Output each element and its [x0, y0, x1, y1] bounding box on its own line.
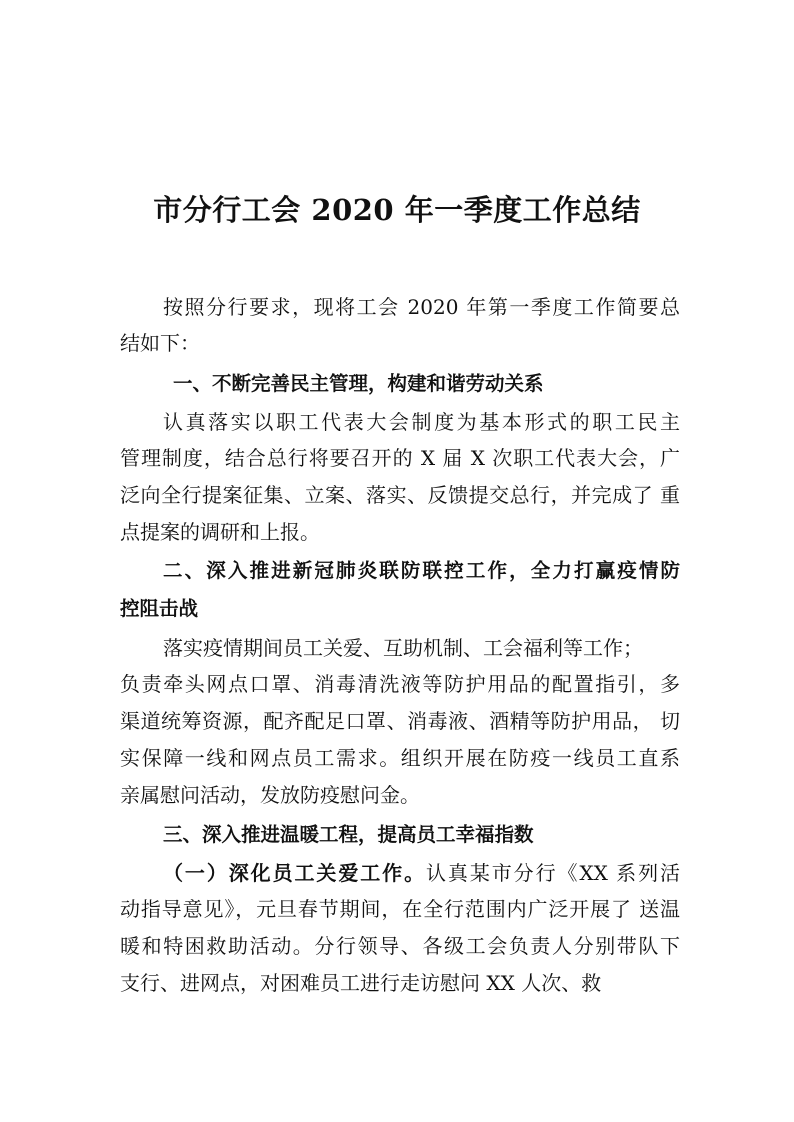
section-2-line-3: 渠道统筹资源，配齐配足口罩、消毒液、酒精等防护用品， 切	[120, 709, 680, 733]
section-3-heading: 三、深入推进温暖工程，提高员工幸福指数	[163, 823, 534, 846]
document-title: 市分行工会 2020 年一季度工作总结	[153, 193, 641, 227]
section-2-line-1: 落实疫情期间员工关爱、互助机制、工会福利等工作；	[163, 636, 643, 660]
intro-line-1: 按照分行要求，现将工会 2020 年第一季度工作简要总	[163, 295, 680, 319]
section-2-line-4: 实保障一线和网点员工需求。组织开展在防疫一线员工直系	[120, 746, 680, 770]
section-1-line-1: 认真落实以职工代表大会制度为基本形式的职工民主	[163, 410, 680, 434]
section-1-heading: 一、不断完善民主管理，构建和谐劳动关系	[173, 372, 544, 395]
section-3-line-4: 支行、进网点，对困难员工进行走访慰问 XX 人次、救	[120, 971, 602, 995]
section-2-line-5: 亲属慰问活动，发放防疫慰问金。	[120, 783, 420, 807]
section-3-line-1	[163, 855, 680, 891]
section-3-subheading: （一）深化员工关爱工作。	[163, 861, 426, 885]
section-1-line-4: 点提案的调研和上报。	[120, 520, 320, 544]
section-3-line-3: 暖和特困救助活动。分行领导、各级工会负责人分别带队下	[120, 934, 680, 958]
section-3-line-1-text: 认真某市分行《XX 系列活	[426, 861, 680, 885]
intro-line-2: 结如下：	[120, 331, 200, 355]
section-2-line-2: 负责牵头网点口罩、消毒清洗液等防护用品的配置指引，多	[120, 672, 680, 696]
section-2-heading-line-2: 控阻击战	[120, 597, 199, 620]
section-3-line-2: 动指导意见》，元旦春节期间，在全行范围内广泛开展了 送温	[120, 897, 680, 921]
section-1-line-2: 管理制度，结合总行将要召开的 X 届 X 次职工代表大会，广	[120, 446, 680, 470]
section-1-line-3: 泛向全行提案征集、立案、落实、反馈提交总行，并完成了 重	[120, 483, 680, 507]
section-2-heading-line-1: 二、深入推进新冠肺炎联防联控工作，全力打赢疫情防	[163, 559, 680, 582]
